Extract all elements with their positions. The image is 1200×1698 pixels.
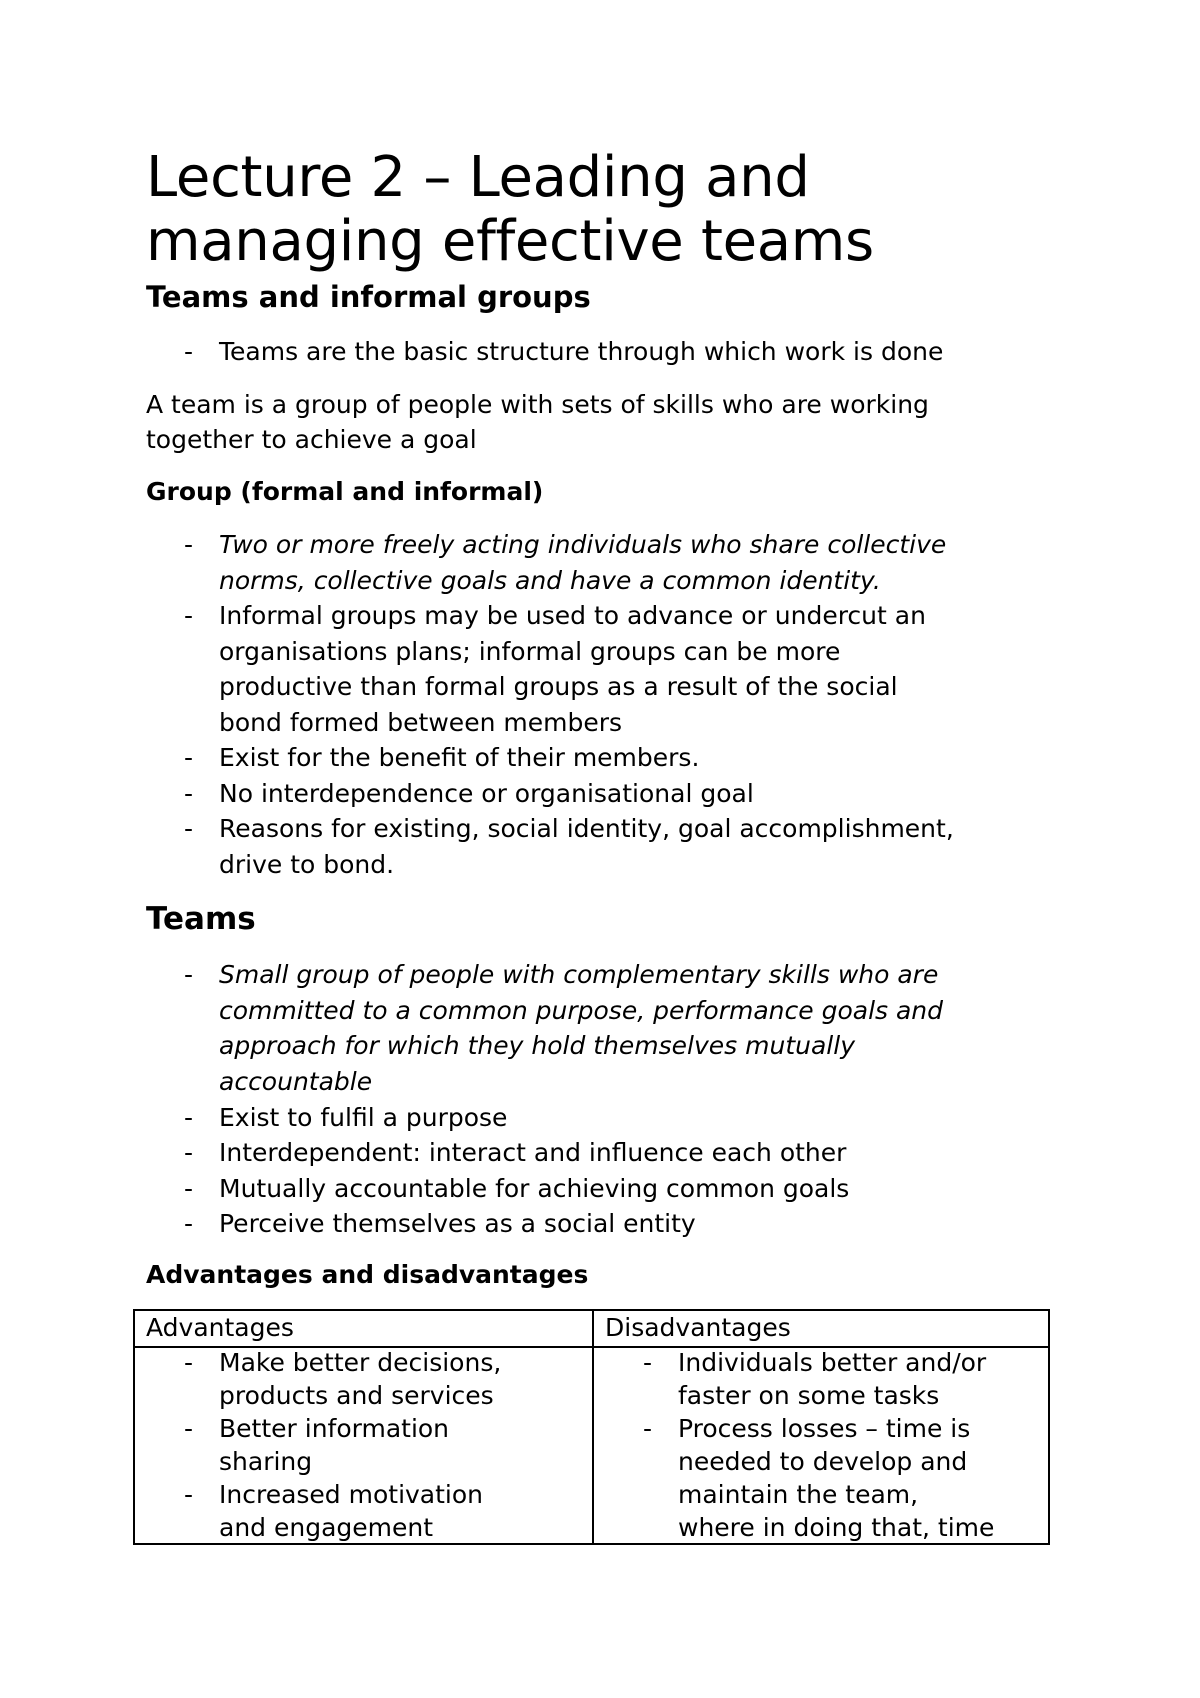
table-cell-line: and engagement: [219, 1513, 434, 1542]
bullet-dash: -: [184, 337, 194, 366]
list-item: Two or more freely acting individuals who share collective: [219, 530, 947, 559]
bullet-dash: -: [184, 1348, 194, 1377]
list-item: Exist for the benefit of their members.: [219, 743, 700, 772]
section-heading-group: Group (formal and informal): [146, 477, 544, 506]
list-item-continuation: productive than formal groups as a result of the social: [219, 672, 898, 701]
bullet-dash: -: [184, 1480, 194, 1509]
bullet-dash: -: [184, 1174, 194, 1203]
list-item: Reasons for existing, social identity, goal accomplishment,: [219, 814, 954, 843]
bullet-dash: -: [184, 1103, 194, 1132]
table-cell-line: sharing: [219, 1447, 313, 1476]
bullet-dash: -: [184, 530, 194, 559]
table-header-advantages: Advantages: [146, 1313, 294, 1342]
list-item: Teams are the basic structure through which work is done: [219, 337, 944, 366]
paragraph-line: A team is a group of people with sets of skills who are working: [146, 390, 929, 419]
section-heading-advantages: Advantages and disadvantages: [146, 1260, 589, 1289]
bullet-dash: -: [184, 743, 194, 772]
list-item: Exist to fulfil a purpose: [219, 1103, 508, 1132]
list-item-continuation: committed to a common purpose, performance goals and: [219, 996, 944, 1025]
table-cell-line: Make better decisions,: [219, 1348, 502, 1377]
table-cell-line: Process losses – time is: [678, 1414, 971, 1443]
table-header-disadvantages: Disadvantages: [605, 1313, 791, 1342]
table-cell-line: Increased motivation: [219, 1480, 484, 1509]
bullet-dash: -: [184, 1209, 194, 1238]
list-item-continuation: bond formed between members: [219, 708, 623, 737]
bullet-dash: -: [643, 1414, 653, 1443]
table-cell-line: Individuals better and/or: [678, 1348, 987, 1377]
bullet-dash: -: [184, 1414, 194, 1443]
list-item: Small group of people with complementary skills who are: [219, 960, 939, 989]
bullet-dash: -: [643, 1348, 653, 1377]
bullet-dash: -: [184, 779, 194, 808]
paragraph-line: together to achieve a goal: [146, 425, 477, 454]
page-title-line-1: Lecture 2 – Leading and: [146, 145, 810, 210]
table-cell-line: where in doing that, time: [678, 1513, 995, 1542]
bullet-dash: -: [184, 960, 194, 989]
table-cell-line: faster on some tasks: [678, 1381, 940, 1410]
list-item-continuation: accountable: [219, 1067, 373, 1096]
page-title-line-2: managing effective teams: [146, 209, 874, 274]
list-item-continuation: norms, collective goals and have a common identity.: [219, 566, 881, 595]
section-heading-teams-informal-groups: Teams and informal groups: [146, 280, 591, 314]
bullet-dash: -: [184, 1138, 194, 1167]
section-heading-teams: Teams: [146, 901, 256, 937]
list-item: Mutually accountable for achieving common goals: [219, 1174, 850, 1203]
table-cell-line: needed to develop and: [678, 1447, 968, 1476]
list-item: Perceive themselves as a social entity: [219, 1209, 696, 1238]
bullet-dash: -: [184, 814, 194, 843]
list-item: No interdependence or organisational goal: [219, 779, 754, 808]
list-item-continuation: organisations plans; informal groups can be more: [219, 637, 841, 666]
bullet-dash: -: [184, 601, 194, 630]
list-item-continuation: approach for which they hold themselves mutually: [219, 1031, 855, 1060]
table-cell-line: maintain the team,: [678, 1480, 919, 1509]
table-cell-line: Better information: [219, 1414, 450, 1443]
table-cell-line: products and services: [219, 1381, 494, 1410]
list-item: Interdependent: interact and influence each other: [219, 1138, 847, 1167]
list-item: Informal groups may be used to advance or undercut an: [219, 601, 926, 630]
list-item-continuation: drive to bond.: [219, 850, 395, 879]
advantages-table: [133, 1309, 1050, 1545]
